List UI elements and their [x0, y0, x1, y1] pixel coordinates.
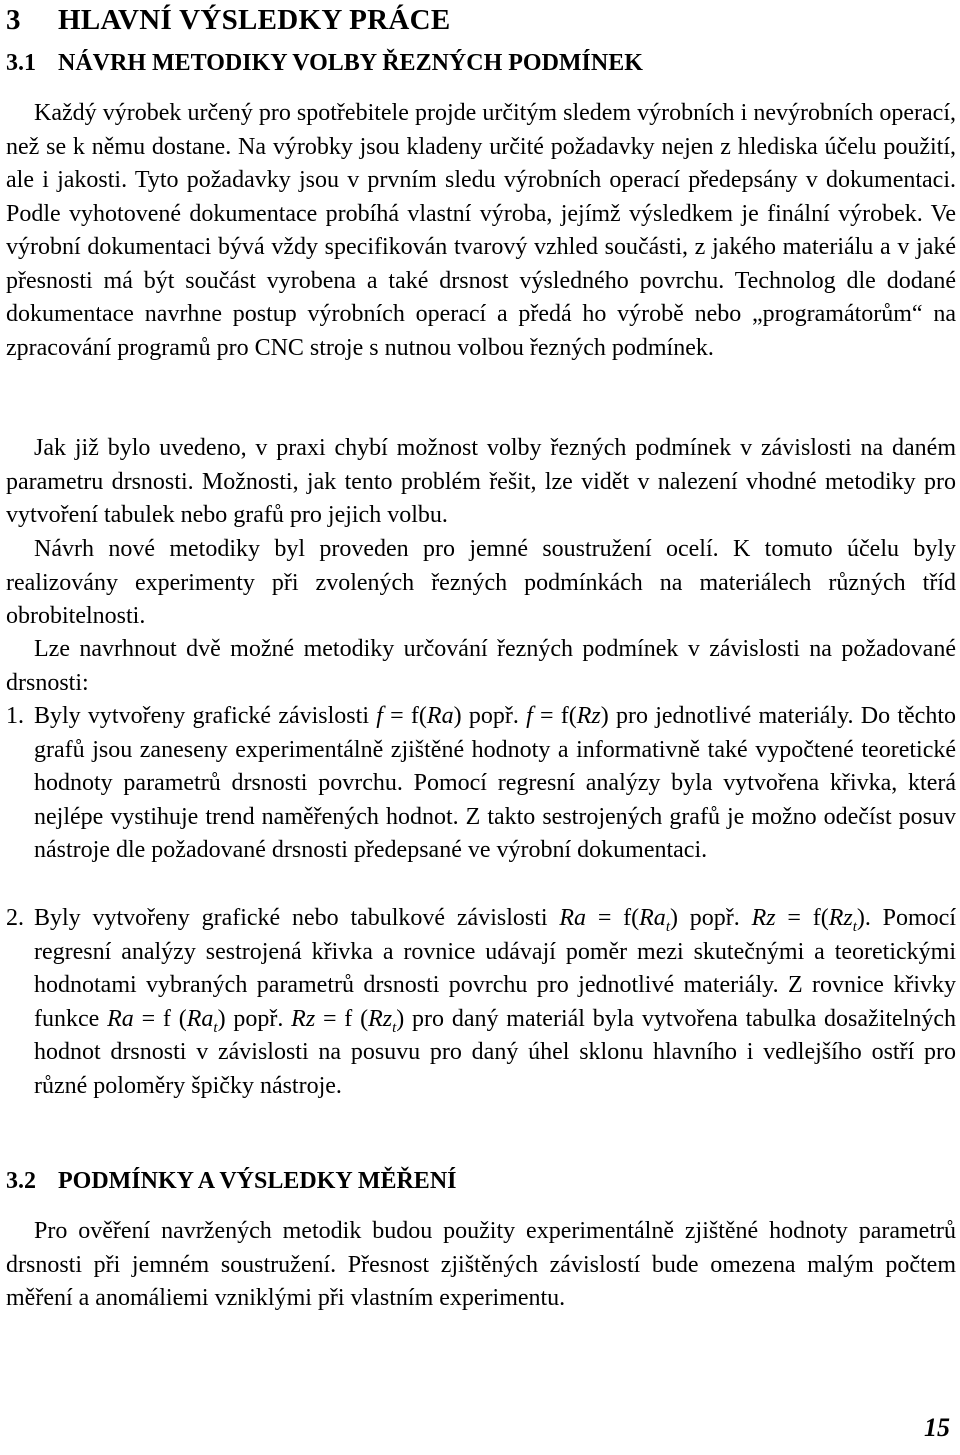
section-number: 3.1	[6, 50, 36, 76]
list-item-2	[6, 902, 956, 1103]
paragraph-measurement: Pro ověření navržených metodik budou použity experimentálně zjištěné hodnoty parametrů drsnosti při jemném soustružení. Přesnost zjištěných závislostí bude omezena malým počtem měření a anomáliemi vzniklými při vlastním experimentu.	[6, 1218, 956, 1311]
paragraph-problem: Jak již bylo uvedeno, v praxi chybí možnost volby řezných podmínek v závislosti na daném parametru drsnosti. Možnosti, jak tento problém řešit, lze vidět v nalezení vhodné metodiky pro vytvoření tabulek nebo grafů pro jejich volbu.	[6, 435, 956, 528]
page-number: 15	[924, 1413, 950, 1442]
section-heading-3-2	[6, 1168, 456, 1195]
section-title: PODMÍNKY A VÝSLEDKY MĚŘENÍ	[58, 1168, 457, 1194]
chapter-heading	[6, 4, 451, 37]
list-item-text: Byly vytvořeny grafické závislosti f = f(Ra) popř. f = f(Rz) pro jednotlivé materiály. Do těchto grafů jsou zaneseny experimentálně zjištěné hodnoty a informativně také vypočtené teoretické hodnoty parametrů drsnosti povrchu. Pomocí regresní analýzy byla vytvořena křivka, která nejlépe vystihuje trend naměřených hodnot. Z takto sestrojených grafů je možno odečíst posuv nástroje dle požadované drsnosti předepsané ve výrobní dokumentaci.	[34, 703, 956, 863]
list-item-1	[6, 700, 956, 868]
chapter-number: 3	[6, 4, 21, 36]
list-marker: 2.	[6, 905, 24, 931]
chapter-title: HLAVNÍ VÝSLEDKY PRÁCE	[58, 4, 451, 36]
list-item-text: Byly vytvořeny grafické nebo tabulkové závislosti $Ra = f(Ra_t)$ popř. $Rz = f(Rz_t)$. Pomocí regresní analýzy sestrojená křivka a rovnice udávají poměr mezi skutečnými a teoretickými hodnotami vybraných parametrů drsnosti povrchu pro jednotlivé materiály. Z rovnice křivky funkce Ra = f $(Ra_t)$ popř. Rz = f $(Rz_t)$ pro daný materiál byla vytvořena tabulka dosažitelných hodnot drsnosti v závislosti na posuvu pro daný úhel sklonu hlavního i vedlejšího ostří pro různé poloměry špičky nástroje.	[34, 905, 957, 1099]
section-title: NÁVRH METODIKY VOLBY ŘEZNÝCH PODMÍNEK	[58, 50, 643, 76]
list-marker: 1.	[6, 703, 24, 729]
paragraph-methodology: Návrh nové metodiky byl proveden pro jemné soustružení ocelí. K tomuto účelu byly realizovány experimenty při zvolených řezných podmínkách na materiálech různých tříd obrobitelnosti.	[6, 536, 956, 629]
section-number: 3.2	[6, 1168, 36, 1194]
paragraph-methods-lead: Lze navrhnout dvě možné metodiky určování řezných podmínek v závislosti na požadované drsnosti:	[6, 636, 956, 696]
paragraph-intro: Každý výrobek určený pro spotřebitele projde určitým sledem výrobních i nevýrobních operací, než se k němu dostane. Na výrobky jsou kladeny určité požadavky nejen z hlediska účelu použití, ale i jakosti. Tyto požadavky jsou v prvním sledu výrobních operací předepsány v dokumentaci. Podle vyhotovené dokumentace probíhá vlastní výroba, jejímž výsledkem je finální výrobek. Ve výrobní dokumentaci bývá vždy specifikován tvarový vzhled součásti, z jakého materiálu a v jaké přesnosti má být součást vyrobena a také drsnost výsledného povrchu. Technolog dle dodané dokumentace navrhne postup výrobních operací a předá ho výrobě nebo „programátorům“ na zpracování programů pro CNC stroje s nutnou volbou řezných podmínek.	[6, 100, 956, 361]
section-heading-3-1	[6, 50, 643, 77]
